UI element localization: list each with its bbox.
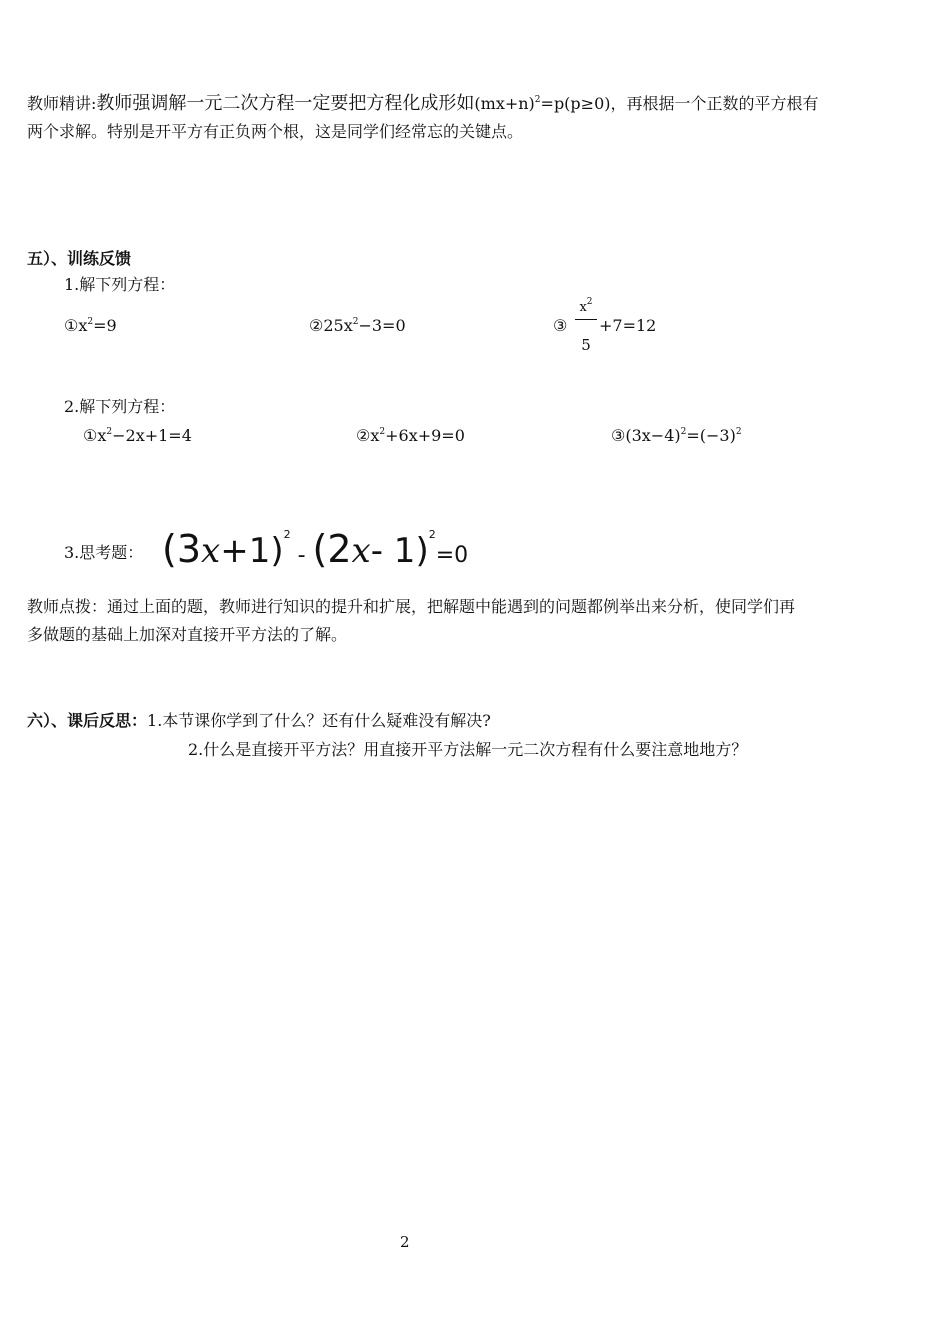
q1-item-3: ③ $x^2$ 5 +7=12 xyxy=(553,297,657,354)
intro-formula-exp: 2 xyxy=(534,95,541,105)
q2-item-2: $②x^2+6x+9=0$ xyxy=(356,426,465,445)
teacher-note-line-1: 教师点拨：通过上面的题，教师进行知识的提升和扩展，把解题中能遇到的问题都例举出来分析，使同学们再 xyxy=(27,597,796,616)
q2-label: 2.解下列方程： xyxy=(64,397,176,416)
q1-item-2: $②25x^2-3=0$ xyxy=(309,316,406,335)
q2-item-3: $③(3x-4)^2=(-3)^2$ xyxy=(611,426,742,445)
intro-line-1 xyxy=(27,91,819,117)
teacher-note-line-2: 多做题的基础上加深对直接开平方法的了解。 xyxy=(27,625,348,644)
intro-line-2: 两个求解。特别是开平方有正负两个根，这是同学们经常忘的关键点。 xyxy=(27,122,524,141)
q3-equation: $(3x+1)^2 - (2x-$ 1)$^2$=0 xyxy=(162,527,469,571)
page-number: 2 xyxy=(400,1233,410,1251)
q2-item-1: $①x^2-2x+1=4$ xyxy=(83,426,192,445)
intro-label: 教师精讲: xyxy=(27,94,97,113)
section6-heading: 六）、课后反思： xyxy=(27,711,148,730)
section6-line-1 xyxy=(27,708,491,734)
reflection-item-2: 2.什么是直接开平方法？用直接开平方法解一元二次方程有什么要注意地地方？ xyxy=(188,740,748,759)
q1-label: 1.解下列方程： xyxy=(64,275,176,294)
intro-lead: 教师强调解一元二次方程一定要把方程化成形如 xyxy=(96,93,475,114)
section5-heading: 五）、训练反馈 xyxy=(27,249,132,268)
q3-label: 3.思考题： xyxy=(64,543,144,562)
intro-formula: (mx+n) xyxy=(474,94,535,113)
q1-item-1: $①x^2=9$ xyxy=(64,316,117,335)
fraction-bar xyxy=(575,319,597,320)
reflection-item-1: 1.本节课你学到了什么？还有什么疑难没有解决? xyxy=(147,711,491,730)
intro-formula-tail: =p(p≥0)，再根据一个正数的平方根有 xyxy=(540,94,819,113)
